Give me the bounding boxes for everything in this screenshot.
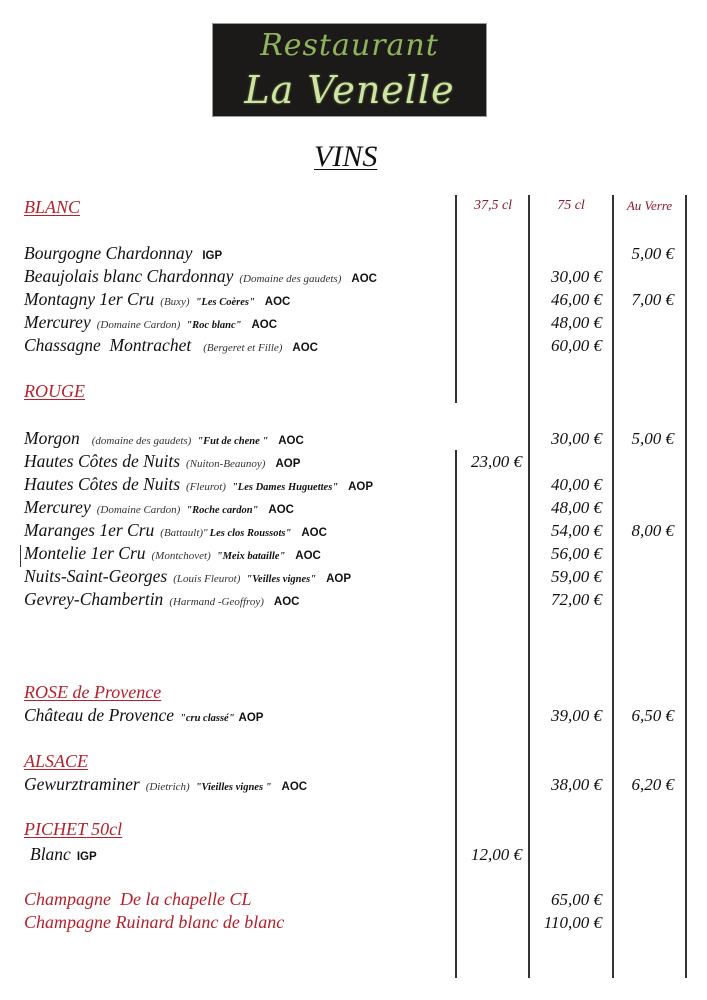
cuvee: "Vieilles vignes " bbox=[195, 782, 272, 793]
price-glass: 5,00 € bbox=[631, 429, 674, 448]
price-37-5cl: 12,00 € bbox=[471, 845, 522, 864]
logo-name-text: La Venelle bbox=[244, 68, 455, 112]
wine-row bbox=[24, 774, 307, 795]
appellation: AOC bbox=[268, 504, 294, 516]
appellation: AOC bbox=[278, 435, 304, 447]
wine-row bbox=[24, 497, 294, 518]
logo-restaurant-text: Restaurant bbox=[260, 28, 439, 63]
wine-row bbox=[24, 312, 277, 333]
wine-row bbox=[24, 474, 373, 495]
producer: (Montchovet) bbox=[151, 550, 211, 562]
price-75cl: 72,00 € bbox=[551, 590, 602, 609]
price-75cl: 40,00 € bbox=[551, 475, 602, 494]
appellation: AOC bbox=[251, 319, 278, 331]
wine-row bbox=[24, 520, 327, 541]
wine-row bbox=[30, 844, 97, 865]
wine-name: Morgon bbox=[24, 428, 80, 448]
price-75cl: 65,00 € bbox=[551, 890, 602, 909]
producer: (Nuiton-Beaunoy) bbox=[186, 458, 266, 470]
wine-row bbox=[24, 289, 290, 310]
wine-name: Montagny 1er Cru bbox=[24, 289, 155, 309]
wine-name: Bourgogne Chardonnay bbox=[24, 243, 193, 263]
wine-name: Montelie 1er Cru bbox=[24, 543, 146, 563]
wine-name: Maranges 1er Cru bbox=[24, 520, 155, 540]
producer: (Dietrich) bbox=[145, 781, 190, 793]
price-75cl: 30,00 € bbox=[551, 429, 602, 448]
price-75cl: 39,00 € bbox=[551, 706, 602, 725]
appellation: AOP bbox=[348, 481, 374, 493]
appellation: AOP bbox=[326, 573, 351, 585]
producer: (Fleurot) bbox=[186, 481, 226, 493]
producer: (Domaine Cardon) bbox=[96, 504, 181, 516]
price-75cl: 48,00 € bbox=[551, 313, 602, 332]
column-divider-1a bbox=[455, 195, 457, 403]
price-glass: 6,20 € bbox=[631, 775, 674, 794]
cuvee: "Fut de chene " bbox=[197, 436, 269, 447]
price-37-5cl: 23,00 € bbox=[471, 452, 522, 471]
champagne-row: Champagne Ruinard blanc de blanc bbox=[24, 912, 285, 932]
price-75cl: 48,00 € bbox=[551, 498, 602, 517]
price-glass: 5,00 € bbox=[631, 244, 674, 263]
section-alsace: ALSACE bbox=[24, 751, 89, 771]
cuvee: "cru classé" bbox=[180, 713, 235, 724]
appellation: AOC bbox=[295, 550, 321, 562]
column-divider-3 bbox=[612, 195, 614, 978]
wine-name: Nuits-Saint-Georges bbox=[24, 566, 168, 586]
producer: (Domaine Cardon) bbox=[96, 319, 181, 331]
appellation: AOC bbox=[281, 781, 308, 793]
cuvee: "Roc blanc" bbox=[186, 320, 242, 331]
section-rouge: ROUGE bbox=[24, 381, 85, 401]
wine-name: Beaujolais blanc Chardonnay bbox=[24, 266, 234, 286]
wine-name: Château de Provence bbox=[24, 705, 174, 725]
wine-name: Chassagne Montrachet bbox=[24, 335, 192, 355]
cuvee: "Veilles vignes" bbox=[246, 574, 317, 585]
price-75cl: 30,00 € bbox=[551, 267, 602, 286]
price-glass: 6,50 € bbox=[631, 706, 674, 725]
price-75cl: 54,00 € bbox=[551, 521, 602, 540]
appellation: IGP bbox=[76, 851, 97, 863]
price-75cl: 38,00 € bbox=[551, 775, 602, 794]
text-cursor-mark bbox=[20, 545, 21, 567]
producer: (Harmand -Geoffroy) bbox=[169, 596, 264, 608]
appellation: AOC bbox=[351, 273, 377, 285]
column-divider-4 bbox=[685, 195, 687, 978]
section-pichet: PICHET 50cl bbox=[24, 819, 123, 839]
cuvee: "Les Coères" bbox=[195, 297, 255, 308]
wine-row bbox=[24, 243, 222, 264]
wine-row bbox=[24, 705, 263, 726]
price-75cl: 110,00 € bbox=[543, 913, 602, 932]
appellation: IGP bbox=[202, 250, 223, 262]
cuvee: "Meix bataille" bbox=[216, 551, 286, 562]
producer: (Buxy) bbox=[160, 296, 190, 308]
appellation: AOP bbox=[238, 712, 264, 724]
page-title: VINS bbox=[314, 140, 378, 173]
wine-row bbox=[24, 589, 299, 610]
section-blanc: BLANC bbox=[24, 197, 81, 217]
producer: (Bergeret et Fille) bbox=[203, 342, 283, 354]
wine-row bbox=[24, 566, 351, 587]
appellation: AOC bbox=[273, 596, 300, 608]
appellation: AOC bbox=[301, 527, 327, 539]
price-75cl: 56,00 € bbox=[551, 544, 602, 563]
appellation: AOC bbox=[292, 342, 318, 354]
appellation: AOC bbox=[264, 296, 291, 308]
cuvee: Les clos Roussots" bbox=[209, 528, 292, 539]
wine-name: Blanc bbox=[30, 844, 71, 864]
producer: (Louis Fleurot) bbox=[173, 573, 241, 585]
wine-name: Hautes Côtes de Nuits bbox=[24, 451, 181, 471]
wine-row bbox=[24, 335, 318, 356]
price-75cl: 60,00 € bbox=[551, 336, 602, 355]
price-75cl: 46,00 € bbox=[551, 290, 602, 309]
wine-name: Hautes Côtes de Nuits bbox=[24, 474, 181, 494]
cuvee: "Les Dames Huguettes" bbox=[231, 482, 339, 493]
wine-row bbox=[24, 543, 321, 564]
wine-name: Mercurey bbox=[24, 312, 91, 332]
price-glass: 8,00 € bbox=[631, 521, 674, 540]
restaurant-logo bbox=[212, 23, 487, 117]
wine-row bbox=[24, 266, 377, 287]
wine-name: Gewurztraminer bbox=[24, 774, 140, 794]
producer: (Domaine des gaudets) bbox=[239, 273, 342, 285]
wine-row bbox=[24, 451, 300, 472]
cuvee: "Roche cardon" bbox=[186, 505, 259, 516]
champagne-row: Champagne De la chapelle CL bbox=[24, 889, 252, 909]
wine-row bbox=[24, 428, 304, 449]
producer: (domaine des gaudets) bbox=[91, 435, 192, 447]
producer: (Battault)" bbox=[160, 527, 208, 539]
column-header-75cl: 75 cl bbox=[557, 198, 585, 213]
column-header-37-5cl: 37,5 cl bbox=[473, 198, 513, 213]
wine-name: Gevrey-Chambertin bbox=[24, 589, 164, 609]
appellation: AOP bbox=[275, 458, 301, 470]
section-rose: ROSE de Provence bbox=[24, 682, 162, 702]
wine-name: Mercurey bbox=[24, 497, 91, 517]
column-divider-1b bbox=[455, 450, 457, 978]
price-glass: 7,00 € bbox=[631, 290, 674, 309]
price-75cl: 59,00 € bbox=[551, 567, 602, 586]
column-header-au-verre: Au Verre bbox=[626, 198, 673, 213]
